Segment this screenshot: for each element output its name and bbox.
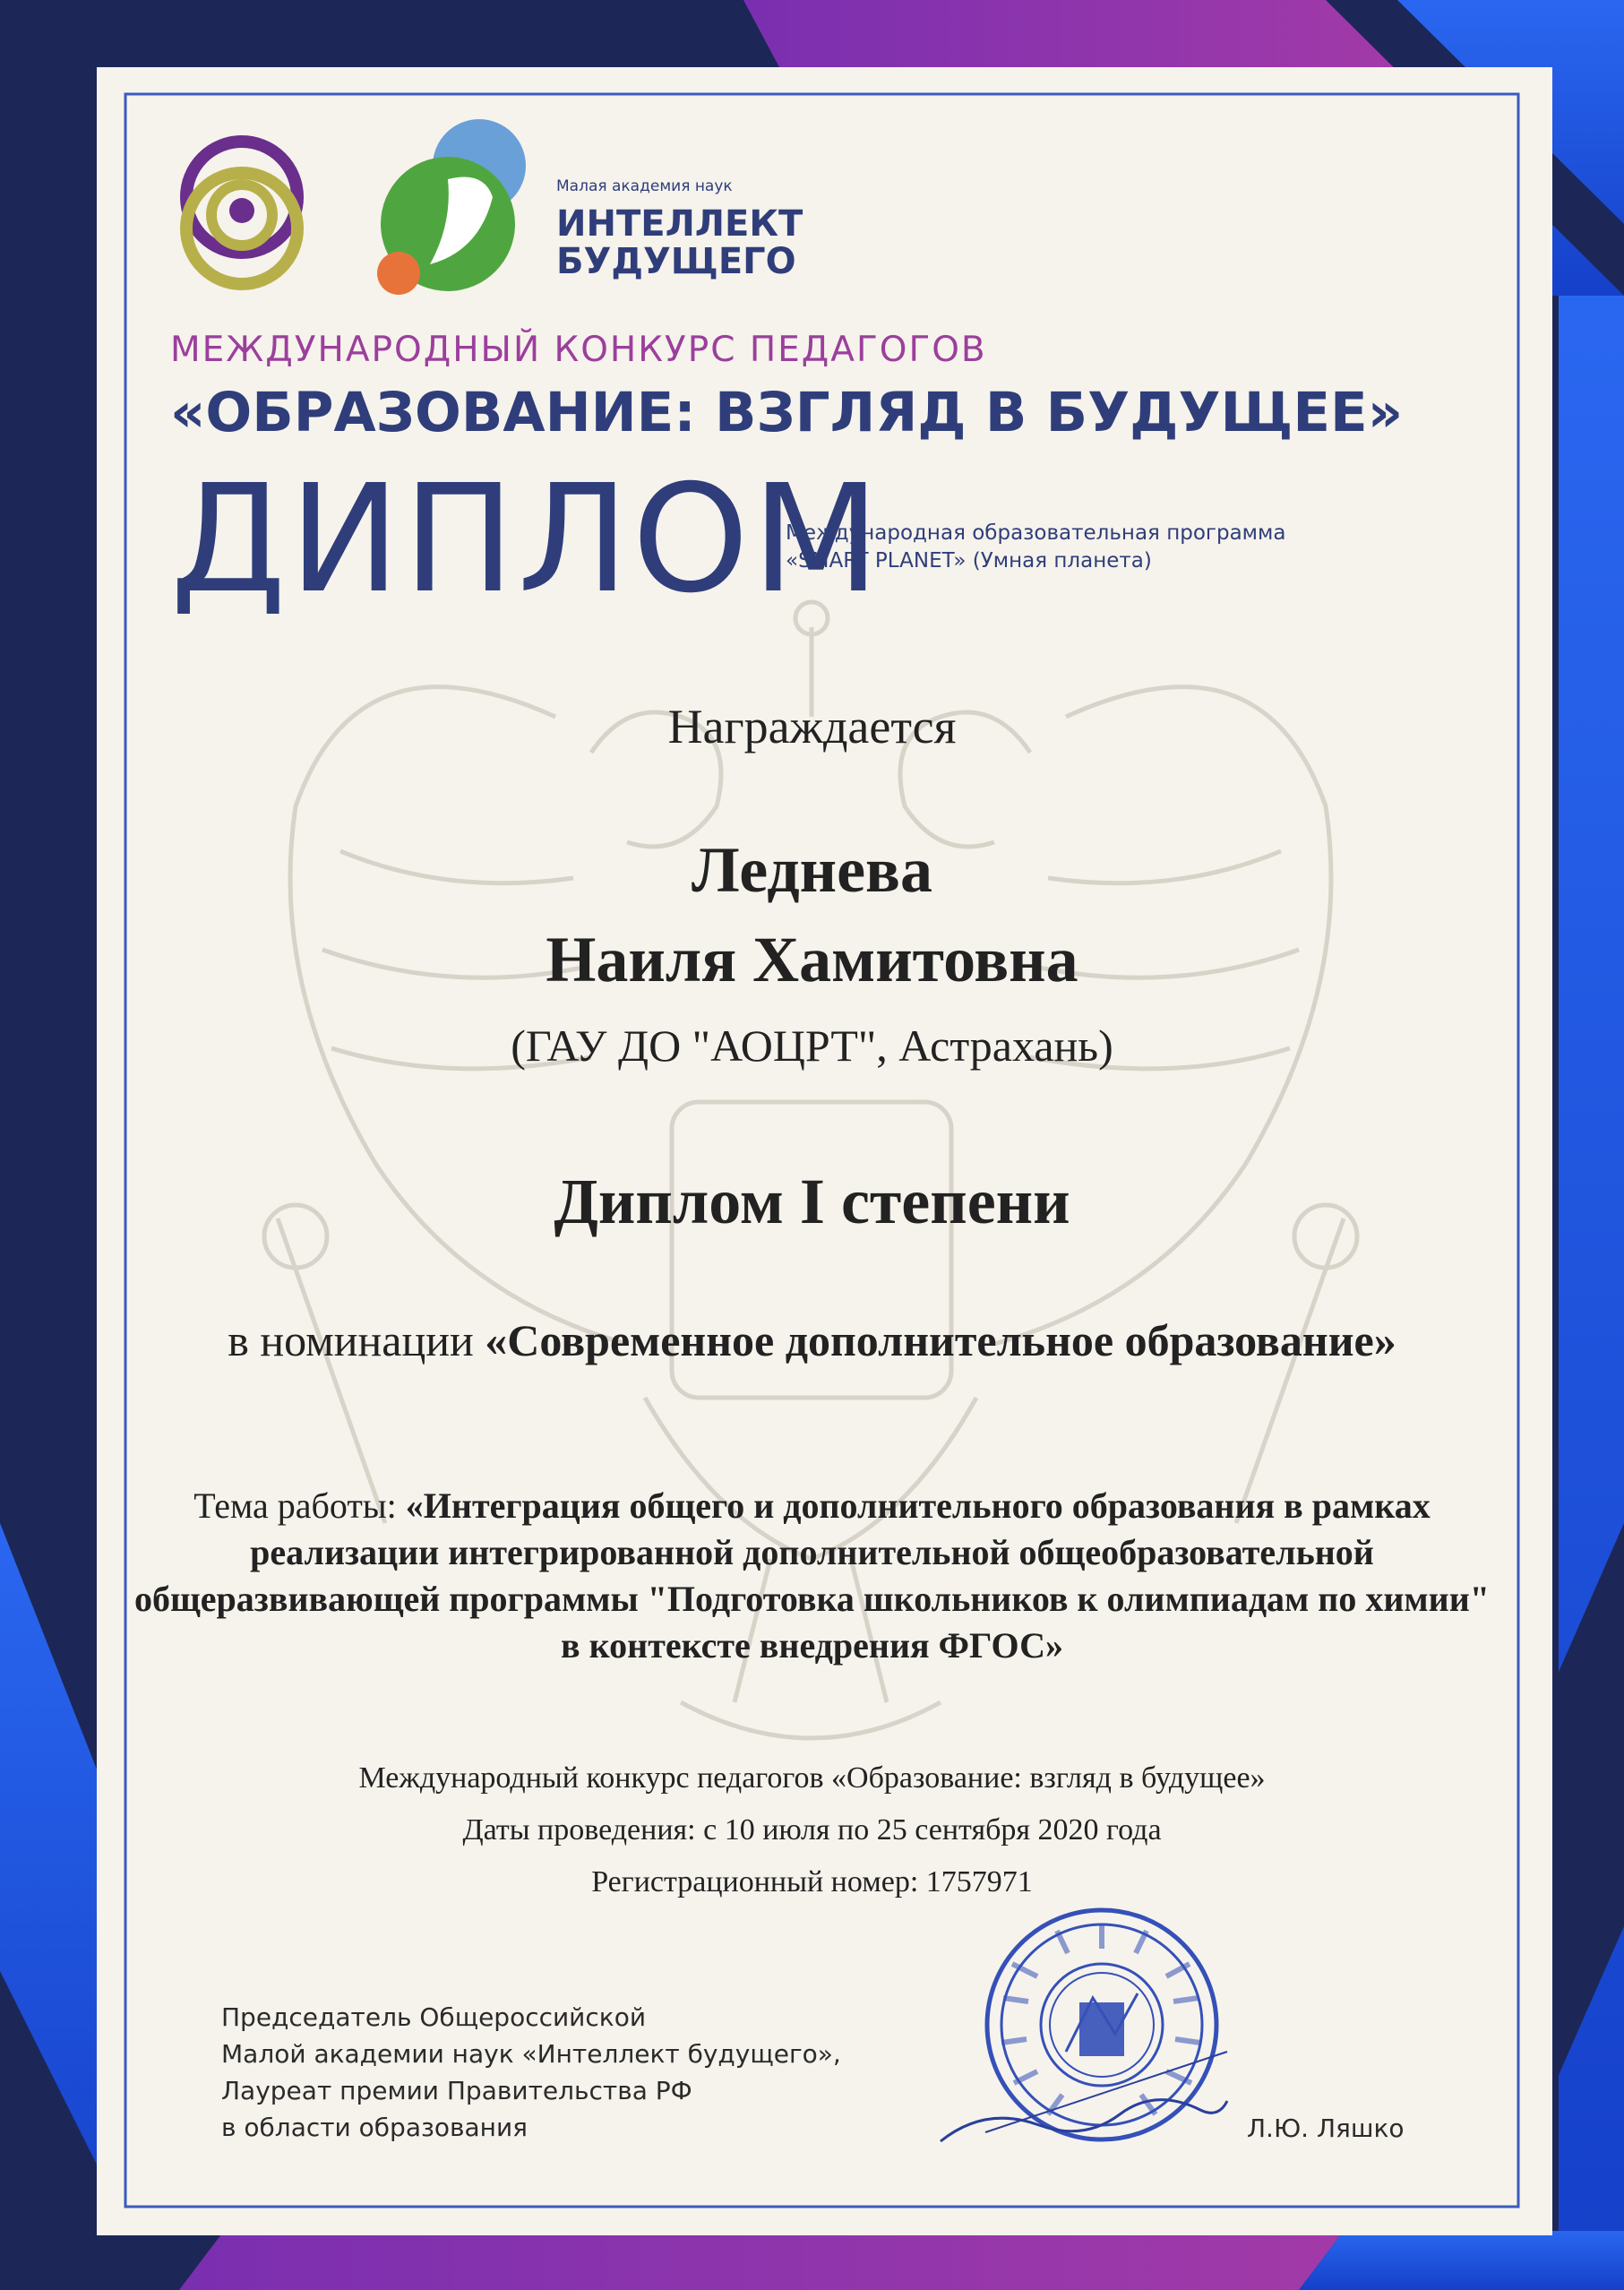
logo-subtitle: Малая академия наук: [556, 177, 733, 195]
program-note-line1: Международная образовательная программа: [786, 521, 1286, 545]
topic-prefix: Тема работы:: [193, 1485, 397, 1526]
recipient-surname: Леднева: [692, 834, 932, 906]
registration-line: Регистрационный номер: 1757971: [591, 1865, 1033, 1898]
recipient-organization: (ГАУ ДО "АОЦРТ", Астрахань): [511, 1020, 1113, 1071]
signer-title-line1: Председатель Общероссийской: [221, 2002, 647, 2032]
academy-logo-icon: [376, 116, 551, 305]
signer-title-line4: в области образования: [221, 2112, 528, 2142]
work-topic: [130, 1483, 1494, 1669]
diploma-degree: Диплом I степени: [554, 1166, 1070, 1237]
nomination-name: «Современное дополнительное образование»: [485, 1315, 1396, 1365]
recipient-given-names: Наиля Хамитовна: [546, 924, 1078, 995]
logo-name-line1: ИНТЕЛЛЕКТ: [556, 203, 803, 245]
signer-name: Л.Ю. Ляшко: [1247, 2114, 1405, 2143]
diploma-heading: ДИПЛОМ: [170, 453, 883, 626]
official-stamp-icon: [932, 1899, 1236, 2177]
topic-text: «Интеграция общего и дополнительного образования в рамках реализации интегрированной дополнительной общеобразовательной общеразвивающей программы "Подготовка школьников к олимпиадам по химии" в контексте внедрения ФГОС»: [134, 1485, 1490, 1666]
nomination-prefix: в номинации: [228, 1315, 474, 1365]
program-note-line2: «SMART PLANET» (Умная планета): [786, 549, 1152, 573]
nomination: [224, 1313, 1400, 1369]
program-note: [786, 520, 1285, 575]
logo-name-line2: БУДУЩЕГО: [556, 241, 796, 282]
dates-line: Даты проведения: с 10 июля по 25 сентября 2020 года: [462, 1813, 1162, 1847]
signer-title-line3: Лауреат премии Правительства РФ: [221, 2075, 692, 2105]
signer-title: [221, 2000, 841, 2147]
signer-title-line2: Малой академии наук «Интеллект будущего»,: [221, 2038, 841, 2069]
contest-subtitle: МЕЖДУНАРОДНЫЙ КОНКУРС ПЕДАГОГОВ: [170, 330, 987, 370]
awarded-label: Награждается: [667, 700, 957, 753]
rings-emblem-icon: [170, 121, 314, 300]
contest-title: «ОБРАЗОВАНИЕ: ВЗГЛЯД В БУДУЩЕЕ»: [170, 381, 1404, 444]
contest-line: Международный конкурс педагогов «Образование: взгляд в будущее»: [358, 1761, 1266, 1795]
